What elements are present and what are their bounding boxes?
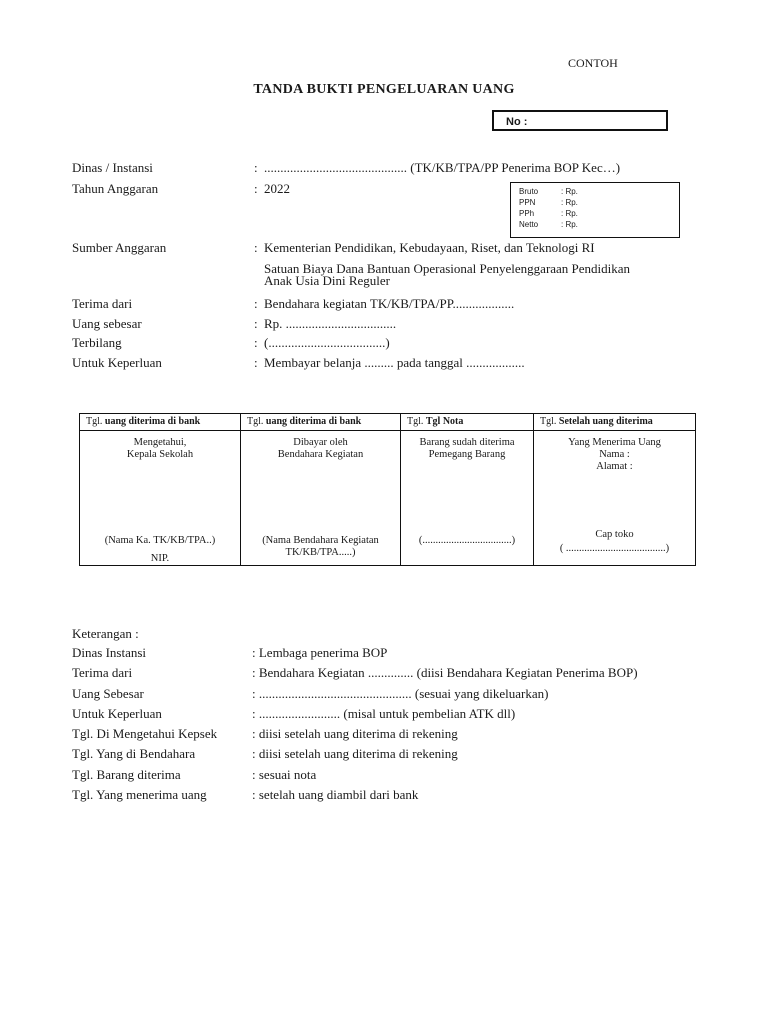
field-uang-value: Rp. .................................. <box>264 316 397 331</box>
keterangan-label: Tgl. Barang diterima <box>72 767 181 782</box>
colon: : <box>254 316 258 331</box>
signature-header <box>80 414 241 431</box>
field-keperluan-value: Membayar belanja ......... pada tanggal .................. <box>264 355 525 370</box>
keterangan-value: : setelah uang diambil dari bank <box>252 787 419 802</box>
field-sumber-label: Sumber Anggaran <box>72 240 167 255</box>
summary-value: : Rp. <box>561 198 578 207</box>
summary-value: : Rp. <box>561 187 578 196</box>
keterangan-row <box>72 706 516 722</box>
cell-line: Yang Menerima Uang <box>568 437 661 448</box>
summary-label: Netto <box>519 220 539 229</box>
field-tahun <box>72 181 290 197</box>
cell-line: Alamat : <box>596 461 633 472</box>
summary-value: : Rp. <box>561 220 578 229</box>
keterangan-row <box>72 645 388 661</box>
header-prefix: Tgl. <box>540 416 557 427</box>
field-sumber <box>72 240 595 256</box>
keterangan-value: : ............................................... (sesuai yang dikeluarkan) <box>252 686 549 701</box>
keterangan-label: Tgl. Yang di Bendahara <box>72 746 196 761</box>
keterangan-label: Uang Sebesar <box>72 686 144 701</box>
cell-line: Cap toko <box>595 529 634 540</box>
header-bold: uang diterima di bank <box>104 416 201 427</box>
header-prefix: Tgl. <box>247 416 264 427</box>
header-bold: uang diterima di bank <box>265 416 362 427</box>
signature-cell-pemegang-barang <box>401 431 534 566</box>
field-tahun-value: 2022 <box>264 181 290 196</box>
summary-label: Bruto <box>519 187 539 196</box>
summary-value: : Rp. <box>561 209 578 218</box>
field-terbilang <box>72 335 390 351</box>
signature-table <box>79 413 696 566</box>
field-dinas-value: ............................................ (TK/KB/TPA/PP Penerima BOP Kec…) <box>264 160 621 175</box>
keterangan-row <box>72 767 317 783</box>
cell-line: NIP. <box>150 553 170 564</box>
number-field[interactable] <box>492 110 668 131</box>
field-terima <box>72 296 515 312</box>
keterangan-label: Tgl. Di Mengetahui Kepsek <box>72 726 218 741</box>
signature-header <box>534 414 696 431</box>
summary-row-netto <box>519 219 679 230</box>
cell-line: Dibayar oleh <box>293 437 348 448</box>
keterangan-value: : ......................... (misal untuk pembelian ATK dll) <box>252 706 516 721</box>
field-sumber-detail <box>264 263 630 287</box>
cell-line: Bendahara Kegiatan <box>277 449 364 460</box>
keterangan-label: Dinas Instansi <box>72 645 147 660</box>
document-title: TANDA BUKTI PENGELUARAN UANG <box>253 82 515 97</box>
keterangan-label: Terima dari <box>72 665 133 680</box>
field-sumber-detail-line2: Anak Usia Dini Reguler <box>264 273 391 288</box>
header-bold: Setelah uang diterima <box>558 416 653 427</box>
colon: : <box>254 181 258 196</box>
keterangan-value: : Bendahara Kegiatan .............. (diisi Bendahara Kegiatan Penerima BOP) <box>252 665 638 680</box>
field-sumber-value: Kementerian Pendidikan, Kebudayaan, Riset, dan Teknologi RI <box>264 240 595 255</box>
number-label: No : <box>506 116 528 128</box>
cell-line: Mengetahui, <box>133 437 187 448</box>
signature-cell-bendahara <box>241 431 401 566</box>
colon: : <box>254 355 258 370</box>
keterangan-label: Untuk Keperluan <box>72 706 162 721</box>
cell-line: (Nama Ka. TK/KB/TPA..) <box>104 535 216 546</box>
keterangan-value: : Lembaga penerima BOP <box>252 645 388 660</box>
cell-line: TK/KB/TPA.....) <box>285 547 356 558</box>
signature-header-row <box>80 414 696 431</box>
field-terbilang-value: (....................................) <box>264 335 390 350</box>
cell-line: Barang sudah diterima <box>419 437 515 448</box>
summary-row-bruto <box>519 186 679 197</box>
cell-line: Nama : <box>599 449 630 460</box>
field-terima-value: Bendahara kegiatan TK/KB/TPA/PP................... <box>264 296 515 311</box>
cell-line: Pemegang Barang <box>428 449 506 460</box>
summary-row-pph <box>519 208 679 219</box>
signature-body-row <box>80 431 696 566</box>
summary-label: PPh <box>519 209 535 218</box>
field-terbilang-label: Terbilang <box>72 335 122 350</box>
cell-line: (..................................) <box>418 535 516 546</box>
field-keperluan-label: Untuk Keperluan <box>72 355 162 370</box>
colon: : <box>254 160 258 175</box>
field-dinas-label: Dinas / Instansi <box>72 160 153 175</box>
field-uang-label: Uang sebesar <box>72 316 142 331</box>
summary-label: PPN <box>519 198 536 207</box>
keterangan-value: : sesuai nota <box>252 767 317 782</box>
signature-header <box>401 414 534 431</box>
header-bold: Tgl Nota <box>425 416 464 427</box>
keterangan-value: : diisi setelah uang diterima di rekening <box>252 726 458 741</box>
signature-cell-kepsek <box>80 431 241 566</box>
keterangan-value: : diisi setelah uang diterima di rekening <box>252 746 458 761</box>
contoh-label: CONTOH <box>568 56 618 70</box>
colon: : <box>254 296 258 311</box>
cell-line: (Nama Bendahara Kegiatan <box>262 535 379 546</box>
field-keperluan <box>72 355 525 371</box>
signature-cell-penerima-uang <box>534 431 696 566</box>
keterangan-row <box>72 787 419 803</box>
field-tahun-label: Tahun Anggaran <box>72 181 159 196</box>
cell-line: ( ......................................) <box>559 543 670 554</box>
header-prefix: Tgl. <box>407 416 424 427</box>
field-sumber-detail-line1: Satuan Biaya Dana Bantuan Operasional Penyelenggaraan Pendidikan <box>264 261 631 276</box>
keterangan-title: Keterangan : <box>72 626 139 641</box>
signature-header <box>241 414 401 431</box>
field-uang <box>72 316 397 332</box>
keterangan-row <box>72 746 458 762</box>
field-terima-label: Terima dari <box>72 296 133 311</box>
field-dinas <box>72 160 621 176</box>
colon: : <box>254 240 258 255</box>
cell-line: Kepala Sekolah <box>126 449 194 460</box>
keterangan-row <box>72 665 638 681</box>
keterangan-row <box>72 686 549 702</box>
header-prefix: Tgl. <box>86 416 103 427</box>
summary-row-ppn <box>519 197 679 208</box>
keterangan-label: Tgl. Yang menerima uang <box>72 787 207 802</box>
colon: : <box>254 335 258 350</box>
keterangan-row <box>72 726 458 742</box>
amount-summary-box <box>510 182 680 238</box>
